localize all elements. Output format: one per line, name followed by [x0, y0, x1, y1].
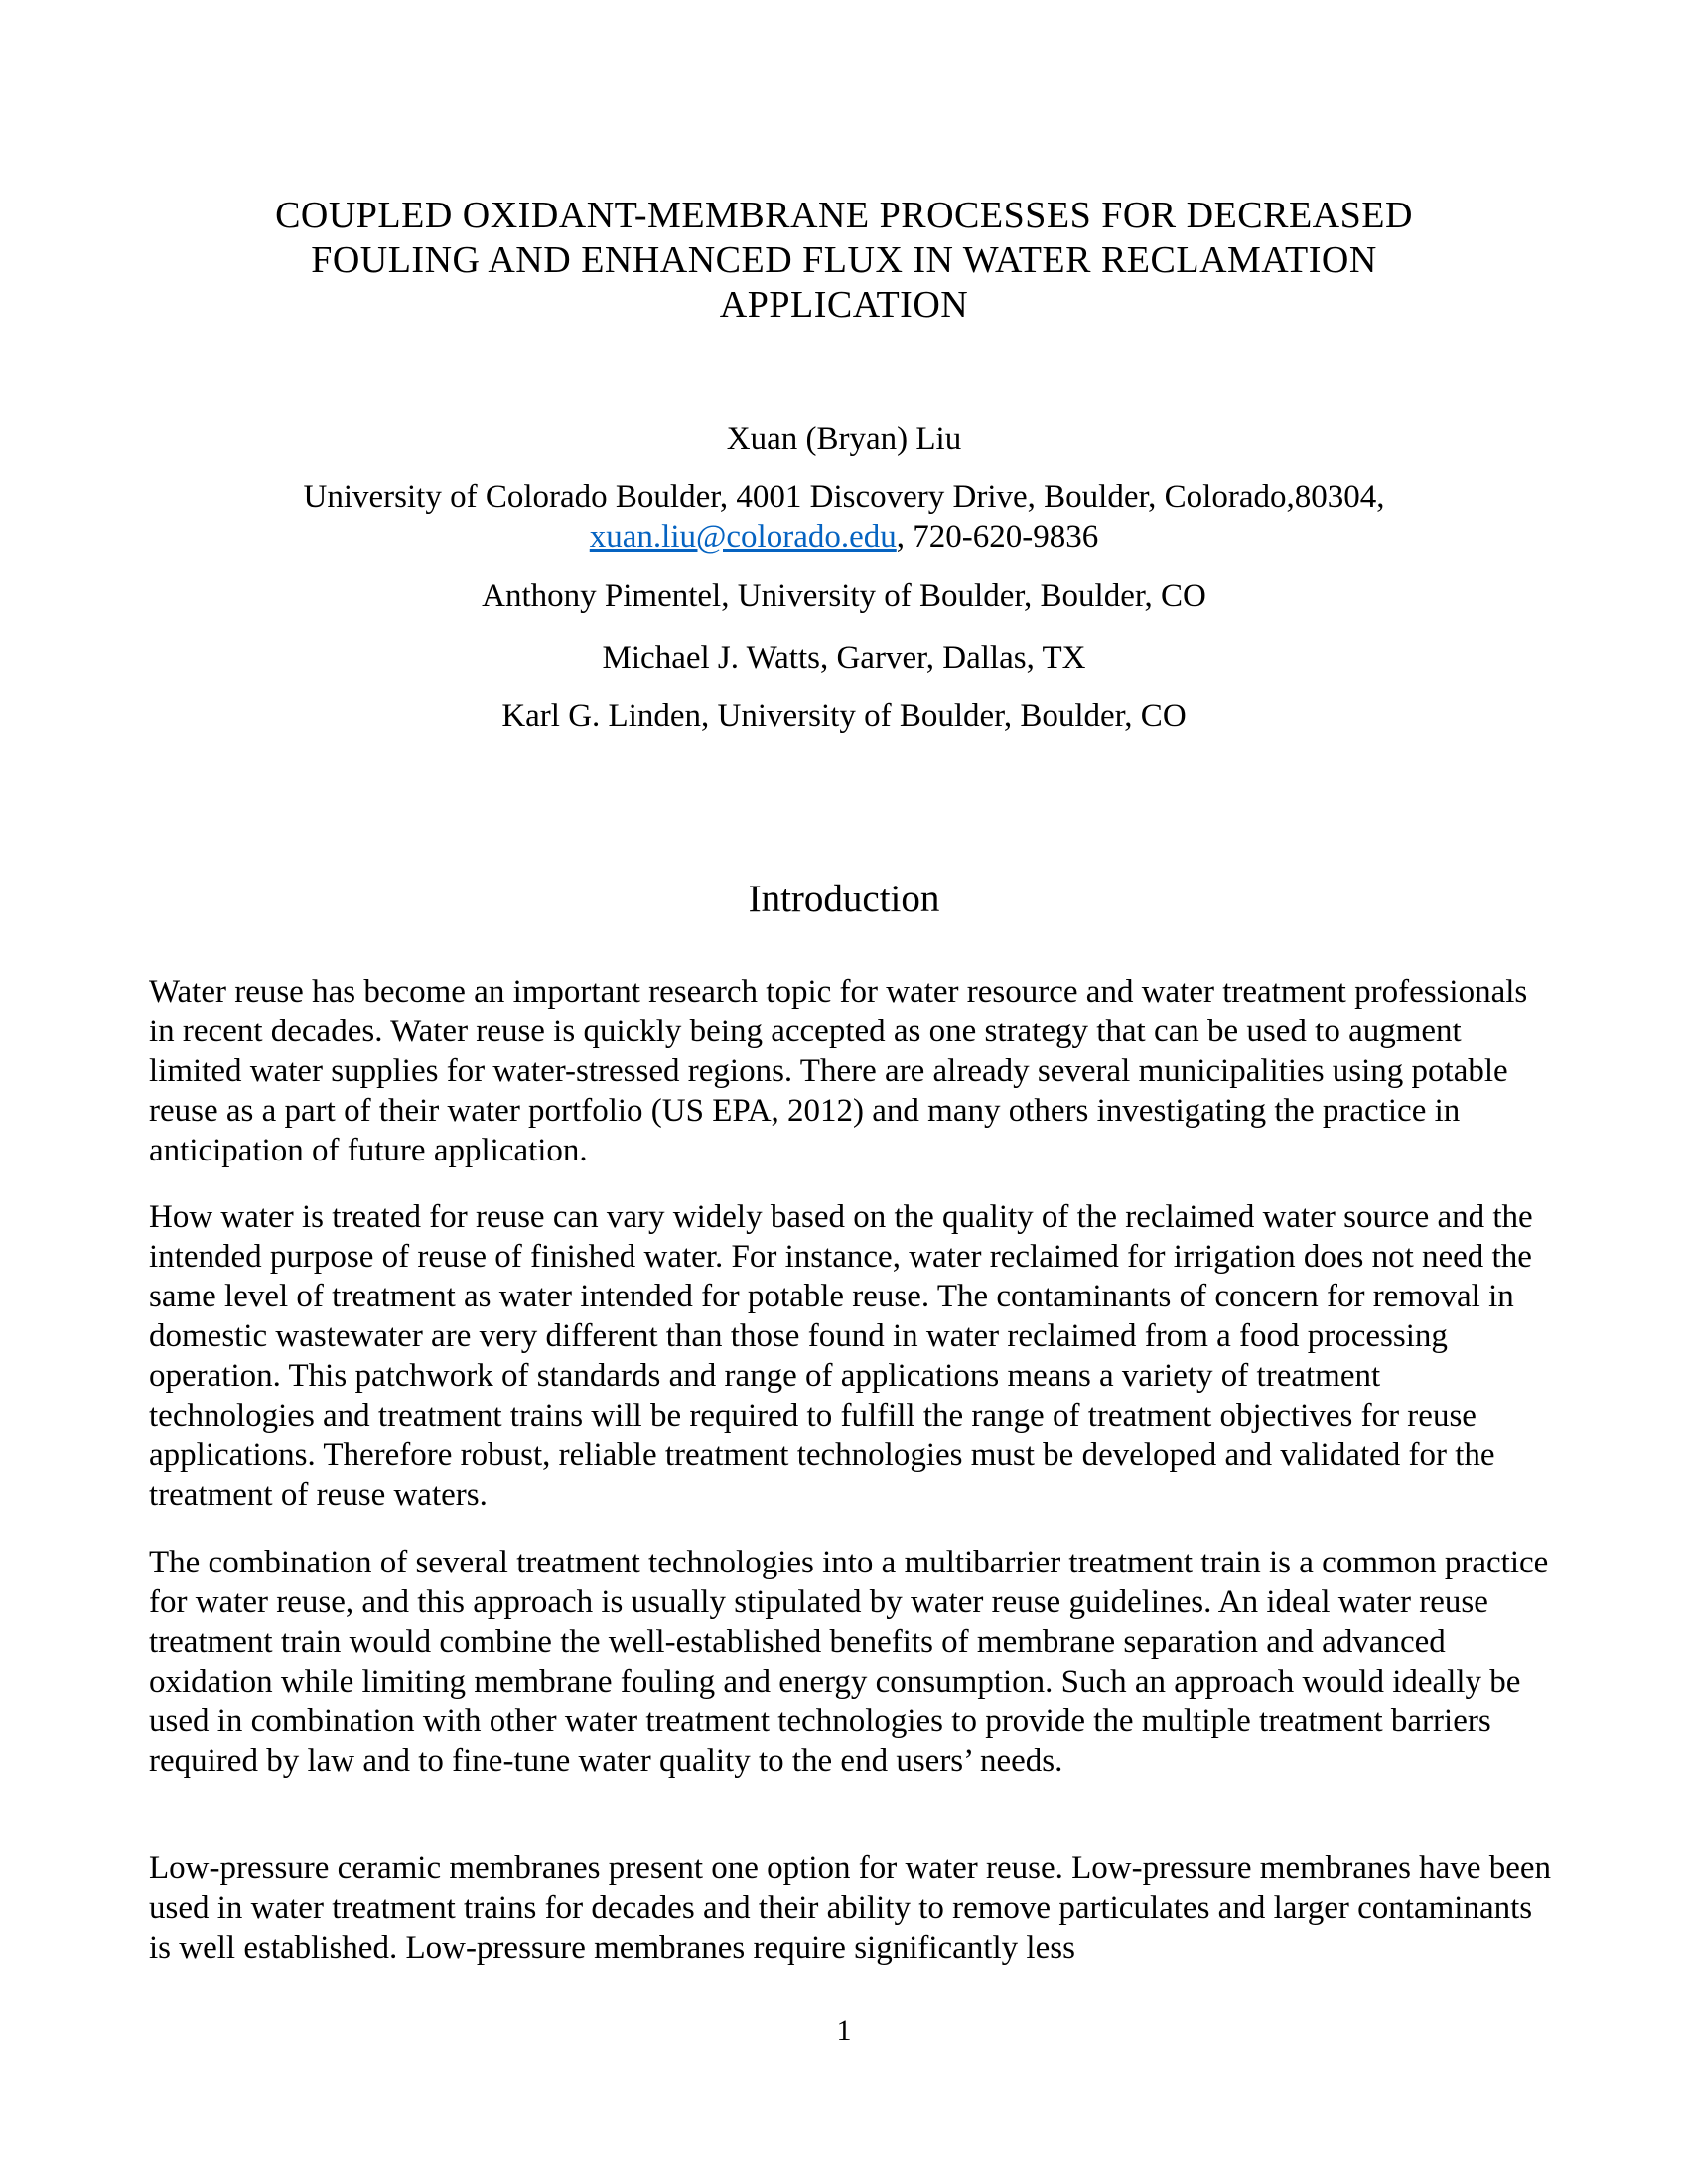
- section-heading-introduction: Introduction: [748, 878, 940, 920]
- paper-title: [149, 194, 1539, 328]
- intro-paragraph: How water is treated for reuse can vary widely based on the quality of the reclaimed water source and the intended purpose of reuse of finished water. For instance, water reclaimed for irrigation does not need the same level of treatment as water intended for potable reuse. The contaminants of concern for removal in domestic wastewater are very different than those found in water reclaimed from a food processing operation. This patchwork of standards and range of applications means a variety of treatment technologies and treatment trains will be required to fulfill the range of treatment objectives for reuse applications. Therefore robust, reliable treatment technologies must be developed and validated for the treatment of reuse waters.: [149, 1199, 1533, 1513]
- intro-paragraph: Low-pressure ceramic membranes present one option for water reuse. Low-pressure membranes have been used in water treatment trains for decades and their ability to remove particulates and larger contaminants is well established. Low-pressure membranes require significantly less: [149, 1850, 1552, 1966]
- coauthor-line: Michael J. Watts, Garver, Dallas, TX: [602, 640, 1086, 676]
- lead-author-phone: , 720-620-9836: [896, 519, 1099, 555]
- paper-title-line-1: COUPLED OXIDANT-MEMBRANE PROCESSES FOR DECREASED: [275, 195, 1413, 236]
- paper-title-line-2: FOULING AND ENHANCED FLUX IN WATER RECLAMATION: [311, 239, 1377, 281]
- intro-paragraph: Water reuse has become an important research topic for water resource and water treatment professionals in recent decades. Water reuse is quickly being accepted as one strategy that can be used to augment limited water supplies for water-stressed regions. There are already several municipalities using potable reuse as a part of their water portfolio (US EPA, 2012) and many others investigating the practice in anticipation of future application.: [149, 974, 1528, 1168]
- email-link[interactable]: xuan.liu@colorado.edu: [589, 519, 897, 555]
- lead-author-name: Xuan (Bryan) Liu: [726, 421, 962, 457]
- intro-paragraph: The combination of several treatment technologies into a multibarrier treatment train is a common practice for water reuse, and this approach is usually stipulated by water reuse guidelines. An ideal water reuse treatment train would combine the well-established benefits of membrane separation and advanced oxidation while limiting membrane fouling and energy consumption. Such an approach would ideally be used in combination with other water treatment technologies to provide the multiple treatment barriers required by law and to fine-tune water quality to the end users’ needs.: [149, 1545, 1549, 1779]
- paper-title-line-3: APPLICATION: [719, 284, 969, 326]
- lead-author-contact: [149, 517, 1539, 557]
- page-number: 1: [836, 2014, 852, 2047]
- lead-author-affiliation: University of Colorado Boulder, 4001 Discovery Drive, Boulder, Colorado,80304,: [303, 479, 1385, 515]
- coauthor-line: Karl G. Linden, University of Boulder, Boulder, CO: [501, 698, 1187, 734]
- coauthor-line: Anthony Pimentel, University of Boulder, Boulder, CO: [482, 578, 1206, 614]
